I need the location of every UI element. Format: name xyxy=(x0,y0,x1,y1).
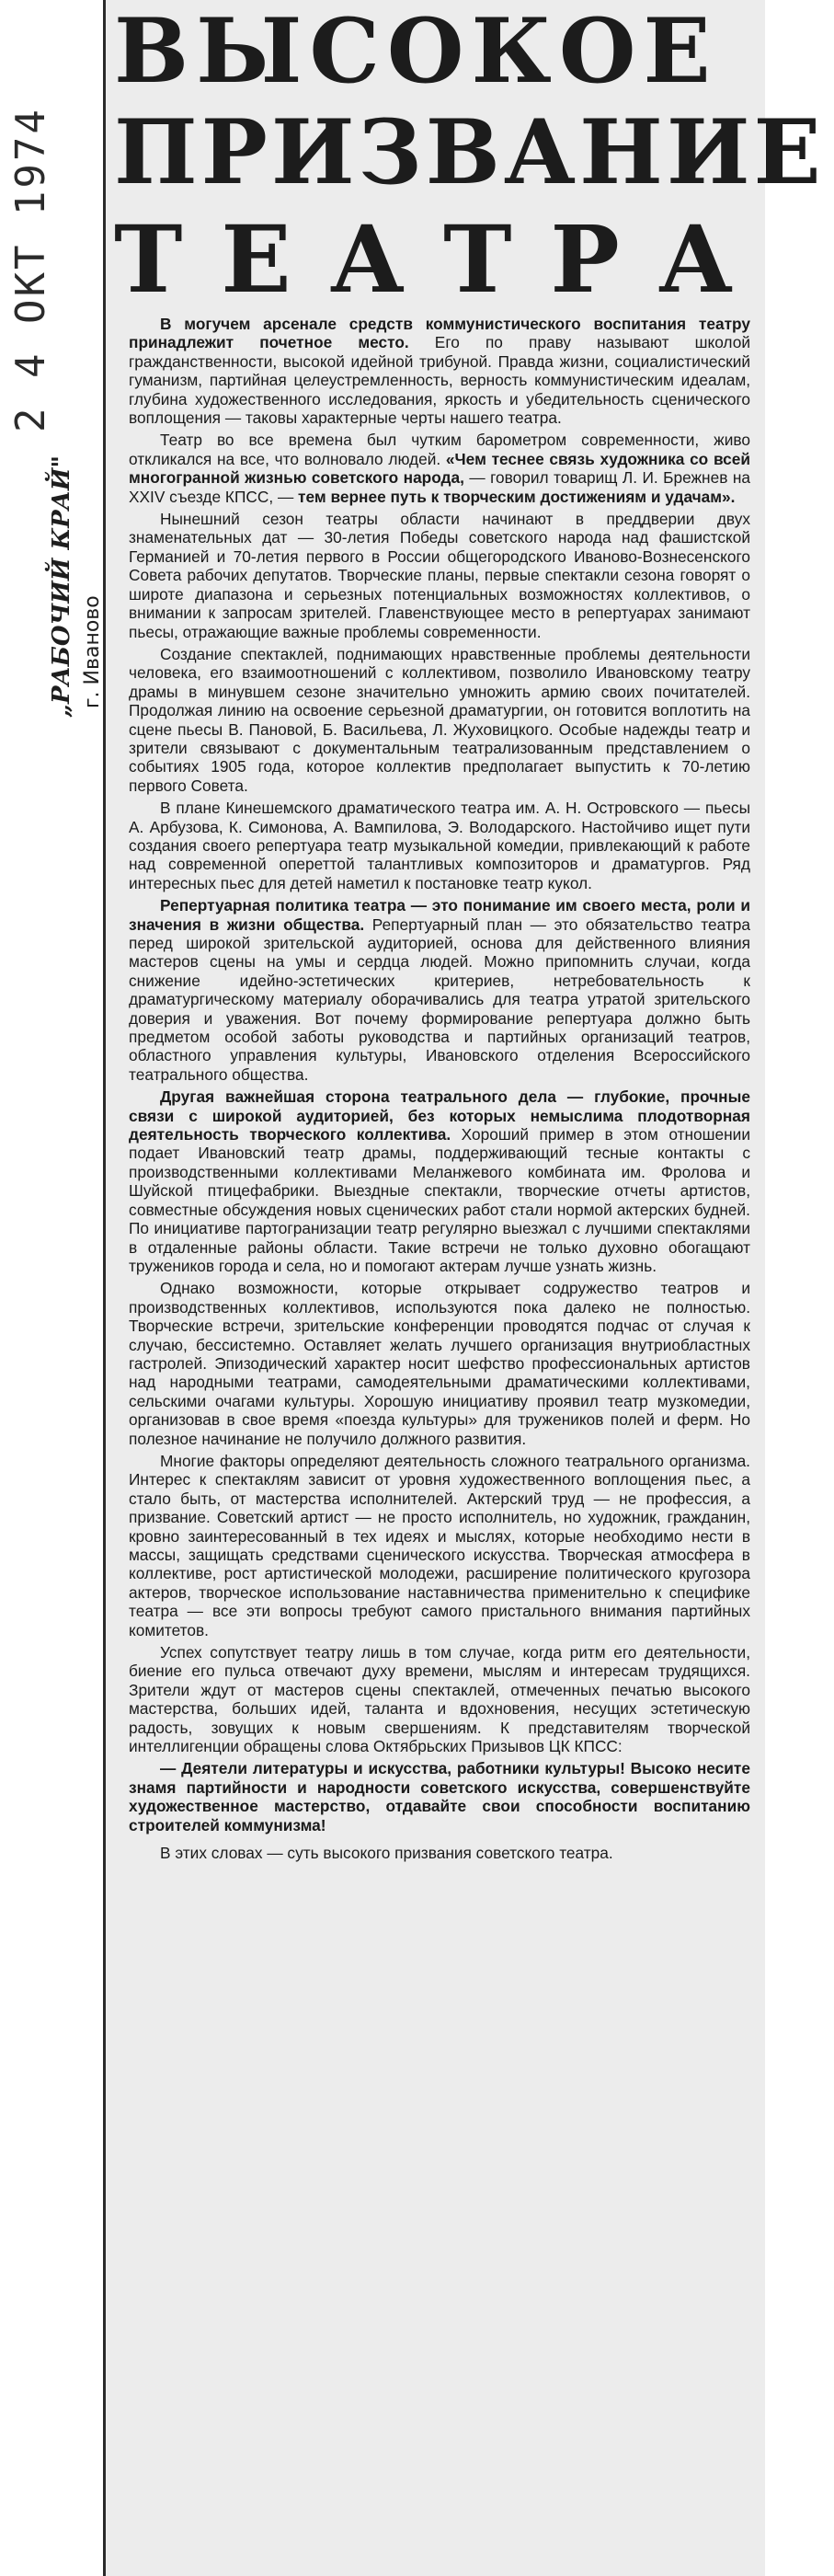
newspaper-name-stamp: „РАБОЧИЙ КРАЙ" xyxy=(48,455,75,718)
appeal-bold: — Деятели литературы и искусства, работники культуры! Высоко несите знамя партийности и народности советского искусства, совершенствуйте художественное мастерство, отдавайте свои способности воспитанию строителей коммунизма! xyxy=(129,1759,750,1834)
lead-sentence: В могучем арсенале средств коммунистического воспитания театру принадлежит почетное место. xyxy=(129,315,750,352)
thesis-bold: Другая важнейшая сторона театрального дела — глубокие, прочные связи с широкой аудиторией, без которых немыслима плодотворная деятельность творческого коллектива. xyxy=(129,1087,750,1144)
headline-line-2: ПРИЗВАНИЕ xyxy=(114,100,825,204)
paragraph-text: Репертуарный план — это обязательство театра перед широкой зрительской аудиторией, основа для действенного влияния мастеров сцены на умы и сердца людей. Можно припомнить случаи, когда снижение идейно-эстетических критериев, нетребовательность к драматургическому материалу оборачивались для театра утратой зрительского доверия и уважения. Вот почему формирование репертуара должно быть предметом особой заботы руководства и партийных организаций театров, областного управления культуры, Ивановского отделения Всероссийского театрального общества. xyxy=(129,914,750,1084)
paragraph-quote xyxy=(129,431,750,506)
paragraph: Однако возможности, которые открывает содружество театров и производственных коллективов, используются пока далеко не полностью. Творческие встречи, зрительские конференции проводятся подчас от случая к случаю, бессистемно. Оставляет желать лучшего организация внутриобластных гастролей. Эпизодический характер носит шефство профессиональных артистов над народными театрами, самодеятельными драматическими коллективами, сельскими очагами культуры. Хорошую инициативу проявил театр музкомедии, организовав в свое время «поезда культуры» для тружеников полей и ферм. Но полезное начинание не получило должного развития. xyxy=(129,1279,750,1448)
paragraph-repertoire xyxy=(129,896,750,1084)
headline-line-1: ВЫСОКОЕ xyxy=(114,0,718,103)
paragraph: Создание спектаклей, поднимающих нравственные проблемы деятельности человека, его взаимоотношений с коллективом, позволило Ивановскому театру драмы в минувшем сезоне значительно умножить армию своих почитателей. Продолжая линию на освоение серьезной драматургии, он готовится воплотить на сцене пьесы В. Пановой, Б. Васильева, Л. Жуховицкого. Особые надежды театр и зрители связывают с документальным театрализованным представлением о событиях 1905 года, которое коллектив предполагает выпустить к 70-летию первого Совета. xyxy=(129,644,750,795)
quote-attribution: — говорил товарищ Л. И. Брежнев на XXIV съезде КПСС, — xyxy=(129,468,750,506)
column-rule xyxy=(103,0,106,2576)
paragraph: В плане Кинешемского драматического театра им. А. Н. Островского — пьесы А. Арбузова, К. Симонова, А. Вампилова, Э. Володарского. Настойчиво ищет пути создания своего репертуара театр музыкальной комедии, привлекающий к работе над современной опереттой талантливых композиторов и драматургов. Ряд интересных пьес для детей наметил к постановке театр кукол. xyxy=(129,799,750,892)
quote-bold: тем вернее путь к творческим достижениям и удачам». xyxy=(293,487,736,506)
paragraph-text: Хороший пример в этом отношении подает Ивановский театр драмы, поддерживающий тесные контакты с производственными коллективами Меланжевого комбината им. Фролова и Шуйской птицефабрики. Выездные спектакли, творческие отчеты артистов, совместные обсуждения новых сценических работ стали нормой актерских будней. По инициативе партогранизации театр регулярно выезжал с лучшими спектаклями в отдаленные районы области. Такие встречи не только духовно обогащают тружеников города и села, но и помогают актерам лучше узнать жизнь. xyxy=(129,1125,750,1275)
paragraph: Многие факторы определяют деятельность сложного театрального организма. Интерес к спектаклям зависит от уровня художественного воплощения пьес, а стало быть, от мастерства исполнителей. Актерский труд — не профессия, а призвание. Советский артист — не просто исполнитель, но художник, гражданин, кровно заинтересованный в тех идеях и мыслях, которые необходимо нести в массы, защищать средствами сценического искусства. Творческая атмосфера в коллективе, рост артистической молодежи, расширение политического кругозора актеров, творческое использование наставничества применительно к специфике театра — все эти вопросы требуют самого пристального внимания партийных комитетов. xyxy=(129,1451,750,1639)
paragraph-intro xyxy=(129,315,750,427)
article-body xyxy=(129,315,750,1867)
paragraph-audience xyxy=(129,1087,750,1275)
date-stamp: 2 4 ОКТ 1974 xyxy=(7,107,54,432)
paragraph: Успех сопутствует театру лишь в том случае, когда ритм его деятельности, биение его пульса отвечают духу времени, мыслям и интересам трудящихся. Зрители ждут от мастеров сцены спектаклей, отмеченных печатью высокого мастерства, больших идей, таланта и вдохновения, несущих эстетическую радость, зовущих к новым свершениям. К представителям творческой интеллигенции обращены слова Октябрьских Призывов ЦК КПСС: xyxy=(129,1643,750,1756)
paragraph-appeal xyxy=(129,1759,750,1834)
quote-bold: «Чем теснее связь художника со всей многогранной жизнью советского народа, xyxy=(129,449,750,488)
headline-line-3: ТЕАТРА xyxy=(114,205,772,314)
paragraph-text: Театр во все времена был чутким барометром современности, живо откликался на все, что волновало людей. xyxy=(129,431,750,468)
paragraph: Нынешний сезон театры области начинают в преддверии двух знаменательных дат — 30-летия Победы советского народа над фашистской Германией и 70-летия первого в России общегородского Иваново-Вознесенского Совета рабочих депутатов. Творческие планы, первые спектакли сезона говорят о широте диапазона и серьезных потенциальных возможностях коллективов, о внимании к запросам зрителей. Главенствующее место в репертуарах занимают пьесы, отражающие важные проблемы современности. xyxy=(129,510,750,641)
paragraph-text: Его по праву называют школой гражданственности, высокой идейной трибуной. Правда жизни, социалистический гуманизм, партийная целеустремленность, верность коммунистическим идеалам, глубина художественного исследования, яркость и убедительность сценического воплощения — таковы характерные черты нашего театра. xyxy=(129,333,750,428)
paragraph-closing: В этих словах — суть высокого призвания советского театра. xyxy=(160,1844,613,1863)
city-stamp: г. Иваново xyxy=(81,595,104,708)
headline xyxy=(114,0,825,314)
thesis-bold: Репертуарная политика театра — это понимание им своего места, роли и значения в жизни общества. xyxy=(129,896,750,934)
